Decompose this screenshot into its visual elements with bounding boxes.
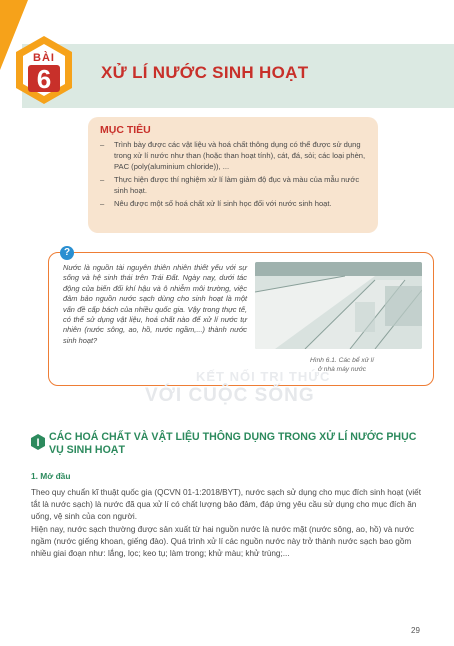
objectives-box: [88, 117, 378, 233]
figure-caption: Hình 6.1. Các bể xử lí ở nhà máy nước: [310, 357, 374, 373]
watermark-line1: KẾT NỐI TRI THỨC: [196, 369, 331, 384]
water-tanks-image: [255, 262, 422, 349]
objectives-heading: MỤC TIÊU: [100, 124, 151, 136]
lesson-number: 6: [36, 64, 52, 94]
objective-item: – Trình bày được các vật liệu và hoá chất thông dụng có thể được sử dụng trong xử lí nước như than (hoặc than hoạt tính), cát, đá, sỏi; các loại phèn, PAC (poly(aluminium chloride)), ...: [100, 140, 366, 171]
section-number: I: [36, 437, 40, 449]
intro-text: Nước là nguồn tài nguyên thiên nhiên thiết yếu với sự sống và hệ sinh thái trên Trái Đất. Ngày nay, dưới tác động của biến đổi khí hậu và ô nhiễm môi trường, việc đảm bảo nguồn nước sạch dùng cho sinh hoạt là một vấn đề cấp bách của nhiều quốc gia. Vậy trong thực tế, có thể sử dụng vật liệu, hoá chất nào để xử lí nước tự nhiên (nước sông, ao, hồ, nước ngầm,...) thành nước sinh hoạt?: [63, 263, 247, 345]
objective-item: – Nêu được một số hoá chất xử lí sinh học đối với nước sinh hoạt.: [100, 199, 332, 208]
section-title: CÁC HOÁ CHẤT VÀ VẬT LIỆU THÔNG DỤNG TRONG XỬ LÍ NƯỚC PHỤC VỤ SINH HOẠT: [49, 431, 417, 456]
subsection-title: 1. Mở đầu: [31, 471, 71, 481]
paragraph: Hiện nay, nước sạch thường được sản xuất từ hai nguồn nước là nước mặt (nước sông, ao, hồ) và nước ngầm (nước giếng khoan, giếng đào). Quá trình xử lí các nguồn nước này trở thành nước sạch bao gồm nhiều giai đoạn như: lắng, lọc; keo tụ; làm trong; khử màu; khử trùng;...: [31, 525, 415, 558]
watermark-line2: VỚI CUỘC SỐNG: [145, 385, 315, 406]
page-number: 29: [411, 626, 420, 635]
section-number-icon: [29, 433, 47, 451]
water-treatment-photo: [255, 262, 422, 349]
lesson-title: XỬ LÍ NƯỚC SINH HOẠT: [101, 63, 309, 82]
paragraph: Theo quy chuẩn kĩ thuật quốc gia (QCVN 01-1:2018/BYT), nước sạch sử dụng cho mục đích sinh hoạt (viết tắt là nước sạch) là nước đã qua xử lí có chất lượng bảo đảm, đáp ứng yêu cầu sử dụng cho mục đích ăn uống, vệ sinh của con người.: [31, 488, 421, 521]
objective-item: – Thực hiện được thí nghiệm xử lí làm giảm độ đục và màu của mẫu nước sinh hoạt.: [100, 175, 360, 195]
lesson-label: BÀI: [33, 52, 55, 64]
question-icon: ?: [60, 246, 74, 260]
